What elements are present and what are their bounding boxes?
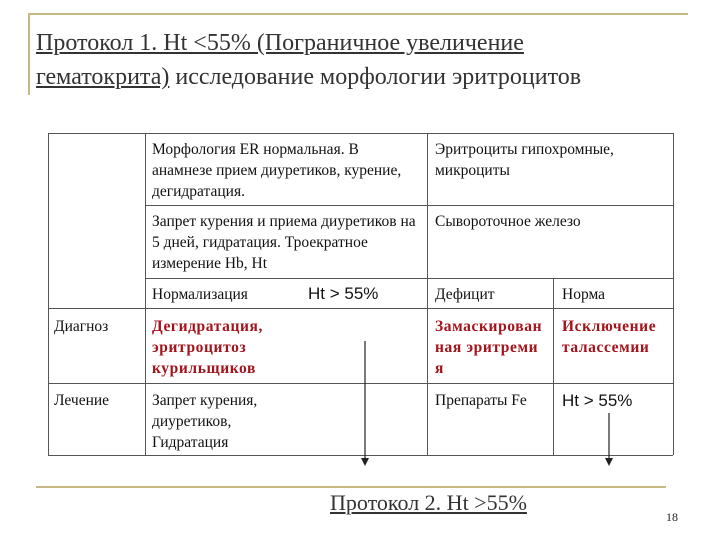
treatment-label: Лечение	[54, 392, 110, 409]
frame-bottom-line	[36, 486, 666, 488]
table-line	[553, 278, 554, 455]
hypochromic-cell: Эритроциты гипохромные, микроциты	[435, 141, 614, 179]
table-line	[48, 133, 49, 455]
norma-cell: Норма	[562, 286, 606, 303]
down-arrow-icon	[361, 341, 369, 466]
treatment-ht-above-55: Ht > 55%	[562, 391, 633, 410]
protocol-2-link[interactable]: Протокол 2. Ht >55%	[330, 490, 527, 515]
diagnosis-dehydration: Дегидратация, эритроцитоз курильщиков	[152, 318, 263, 377]
table-line	[145, 133, 146, 455]
title-rest: исследование морфологии эритроцитов	[169, 64, 582, 90]
page-number: 18	[666, 510, 678, 524]
table-line	[48, 455, 673, 456]
serum-iron-cell: Сывороточное железо	[435, 213, 581, 230]
slide-title	[36, 26, 696, 94]
treatment-iron: Препараты Fe	[435, 392, 527, 409]
morphology-normal-cell: Морфология ER нормальная. В анамнезе прием диуретиков, курение, дегидратация.	[152, 141, 402, 200]
table-line	[427, 133, 428, 455]
diagnosis-thalassemia-exclusion: Исключение талассемии	[562, 318, 657, 356]
normalization-cell: Нормализация	[152, 286, 248, 303]
diagnosis-label: Диагноз	[54, 318, 109, 335]
table-line	[145, 278, 673, 279]
table-line	[48, 383, 673, 384]
ht-above-55-label: Ht > 55%	[308, 284, 379, 303]
table-line	[48, 133, 673, 134]
deficit-cell: Дефицит	[435, 286, 495, 303]
frame-top-line	[28, 13, 688, 15]
table-line	[673, 133, 674, 455]
down-arrow-icon	[605, 413, 613, 466]
smoking-ban-cell: Запрет курения и приема диуретиков на 5 дней, гидратация. Троекратное измерение Hb, Ht	[152, 213, 416, 272]
table-line	[48, 308, 673, 309]
frame-left-line	[28, 13, 30, 95]
table-line	[145, 205, 673, 206]
title-underlined-part: Протокол 1. Ht <55% (Пограничное увеличение	[36, 30, 524, 56]
diagnosis-masked-polycythemia: Замаскированная эритремия	[435, 318, 543, 377]
treatment-smoking-ban: Запрет курения, диуретиков, Гидратация	[152, 392, 258, 451]
title-underlined-part-2: гематокрита)	[36, 64, 170, 90]
